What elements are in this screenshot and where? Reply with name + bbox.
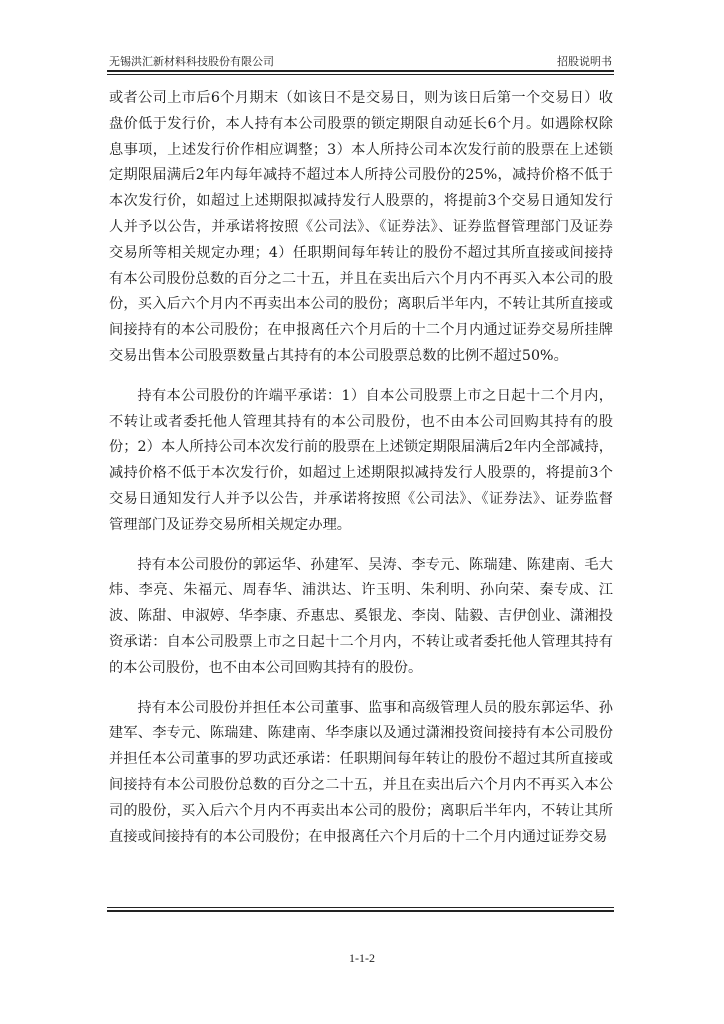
page-header (107, 51, 614, 69)
footer-rule-thick (107, 910, 614, 912)
paragraph-3: 持有本公司股份的郭运华、孙建军、吴涛、李专元、陈瑞建、陈建南、毛大炜、李亮、朱福元、周春华、浦洪达、许玉明、朱利明、孙向荣、秦专成、江波、陈甜、申淑婷、华李康、乔惠忠、奚银龙、李岗、陆毅、吉伊创业、潇湘投资承诺：自本公司股票上市之日起十二个月内，不转让或者委托他人管理其持有的本公司股份，也不由本公司回购其持有的股份。 (109, 556, 613, 676)
header-company-name: 无锡洪汇新材料科技股份有限公司 (109, 55, 274, 68)
footer-rule-thin (107, 907, 614, 908)
header-rule-thin (107, 74, 614, 75)
paragraph-4: 持有本公司股份并担任本公司董事、监事和高级管理人员的股东郭运华、孙建军、李专元、陈瑞建、陈建南、华李康以及通过潇湘投资间接持有本公司股份并担任本公司董事的罗功武还承诺：任职期间每年转让的股份不超过其所直接或间接持有本公司股份总数的百分之二十五，并且在卖出后六个月内不再买入本公司的股份，买入后六个月内不再卖出本公司的股份；离职后半年内，不转让其所直接或间接持有的本公司股份；在申报离任六个月后的十二个月内通过证券交易 (109, 699, 613, 845)
paragraph-2: 持有本公司股份的许端平承诺：1）自本公司股票上市之日起十二个月内，不转让或者委托他人管理其持有的本公司股份，也不由本公司回购其持有的股份；2）本人所持公司本次发行前的股票在上述锁定期限届满后2年内全部减持，减持价格不低于本次发行价，如超过上述期限拟减持发行人股票的，将提前3个交易日通知发行人并予以公告，并承诺将按照《公司法》、《证券法》、证券监督管理部门及证券交易所相关规定办理。 (109, 387, 613, 533)
page-number: 1-1-2 (349, 951, 375, 965)
paragraph-1: 或者公司上市后6个月期末（如该日不是交易日，则为该日后第一个交易日）收盘价低于发行价，本人持有本公司股票的锁定期限自动延长6个月。如遇除权除息事项，上述发行价作相应调整；3）本人所持公司本次发行前的股票在上述锁定期限届满后2年内每年减持不超过本人所持公司股份的25%，减持价格不低于本次发行价，如超过上述期限拟减持发行人股票的，将提前3个交易日通知发行人并予以公告，并承诺将按照《公司法》、《证券法》、证券监督管理部门及证券交易所等相关规定办理；4）任职期间每年转让的股份不超过其所直接或间接持有本公司股份总数的百分之二十五，并且在卖出后六个月内不再买入本公司的股份，买入后六个月内不再卖出本公司的股份；离职后半年内，不转让其所直接或间接持有的本公司股份；在申报离任六个月后的十二个月内通过证券交易所挂牌交易出售本公司股票数量占其持有的本公司股票总数的比例不超过50%。 (109, 90, 613, 364)
header-document-type: 招股说明书 (557, 55, 612, 68)
header-rule-thick (107, 70, 614, 72)
document-body (109, 86, 613, 864)
